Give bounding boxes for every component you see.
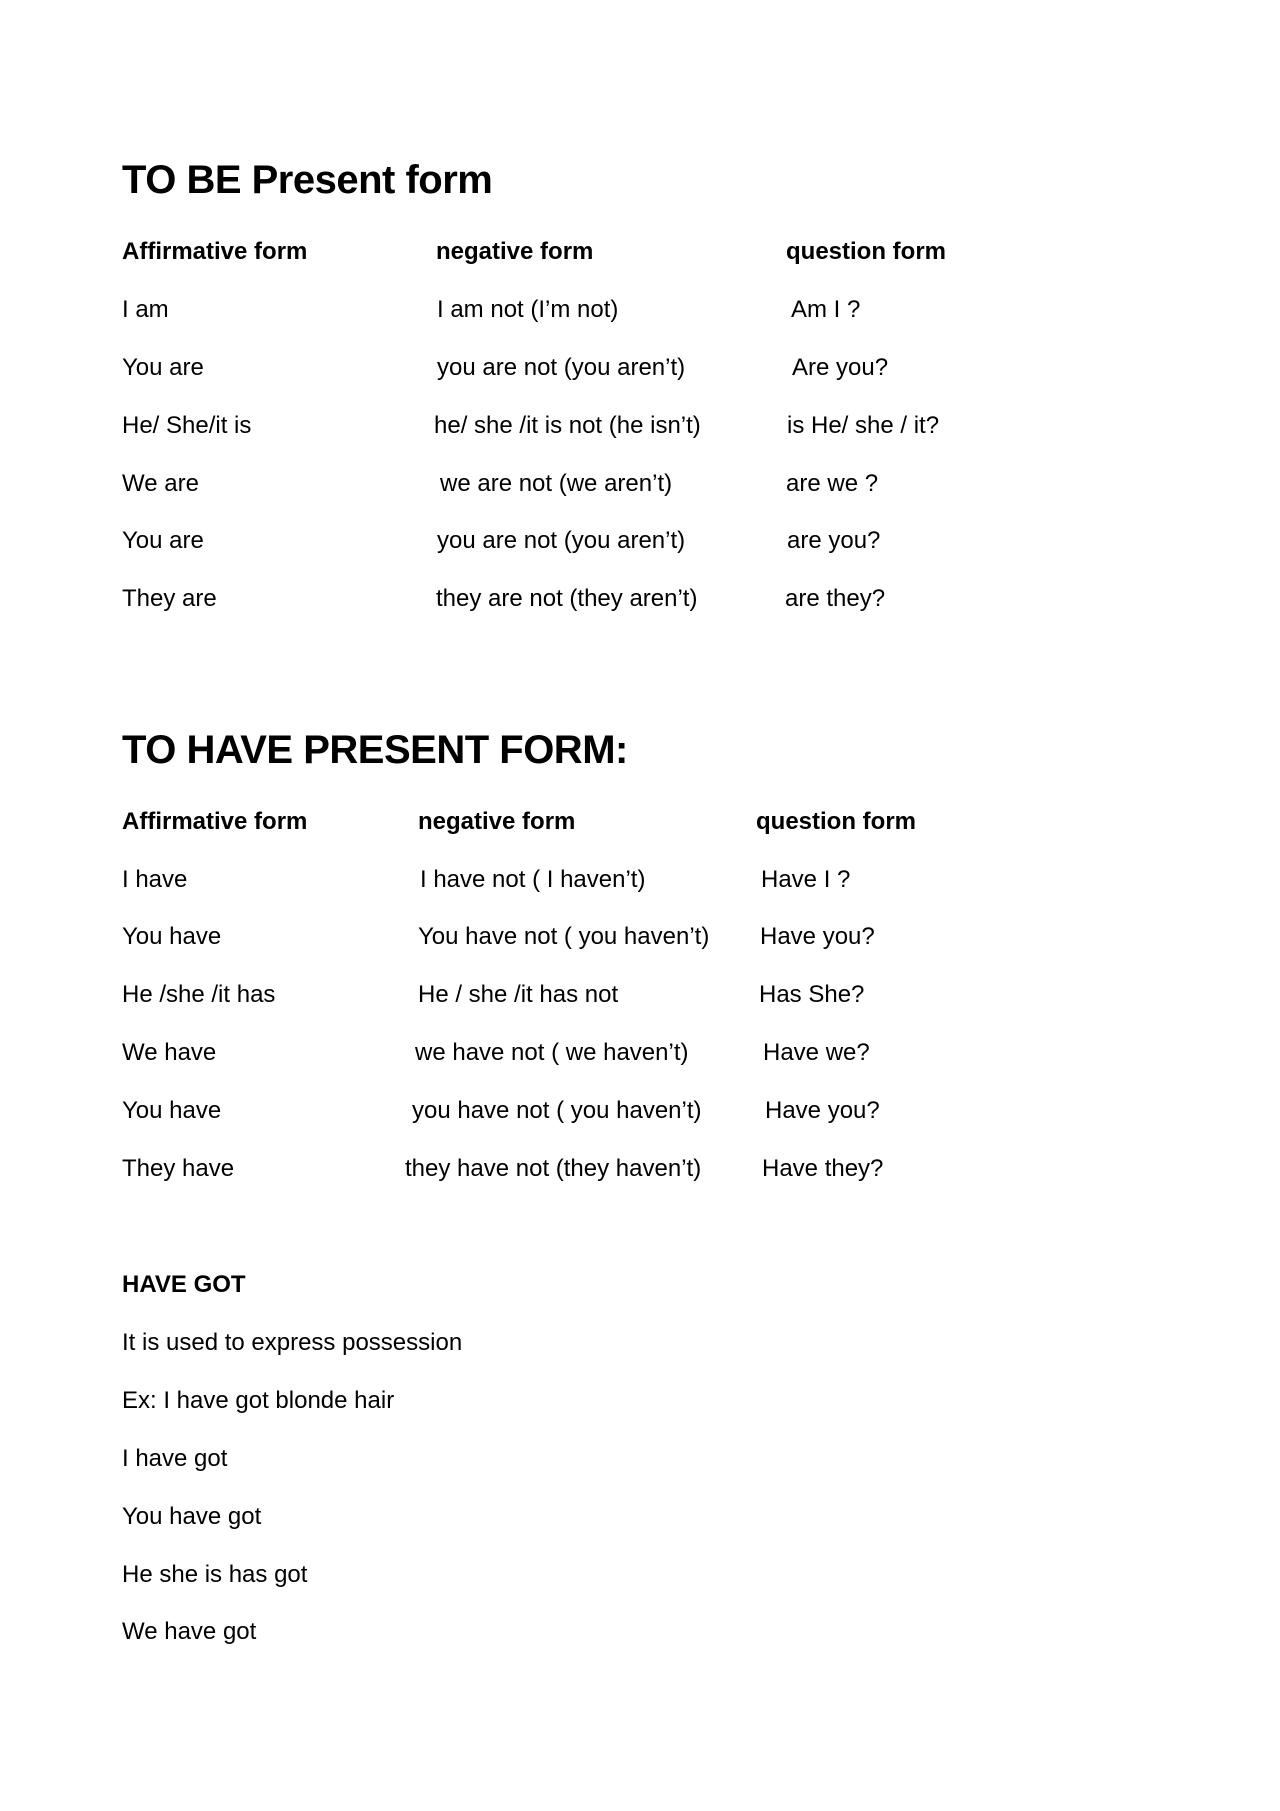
be-row-5-question: are you? <box>787 527 881 554</box>
be-row-6-negative: they are not (they aren’t) <box>436 585 698 612</box>
have-got-line-1: It is used to express possession <box>122 1329 463 1356</box>
be-row-1-negative: I am not (I’m not) <box>437 296 619 323</box>
have-got-line-2: Ex: I have got blonde hair <box>122 1387 395 1414</box>
be-row-3-negative: he/ she /it is not (he isn’t) <box>434 412 701 439</box>
have-row-3-affirmative: He /she /it has <box>122 981 276 1008</box>
have-row-4-negative: we have not ( we haven’t) <box>415 1039 689 1066</box>
have-row-3-negative: He / she /it has not <box>418 981 619 1008</box>
be-header-affirmative: Affirmative form <box>122 238 308 265</box>
be-row-3-affirmative: He/ She/it is <box>122 412 252 439</box>
have-got-line-3: I have got <box>122 1445 228 1472</box>
be-row-1-affirmative: I am <box>122 296 169 323</box>
have-got-line-4: You have got <box>122 1503 262 1530</box>
have-row-5-negative: you have not ( you haven’t) <box>412 1097 702 1124</box>
have-header-question: question form <box>756 808 916 835</box>
be-row-2-negative: you are not (you aren’t) <box>437 354 686 381</box>
be-row-4-question: are we ? <box>786 470 879 497</box>
have-got-line-5: He she is has got <box>122 1561 308 1588</box>
have-got-line-6: We have got <box>122 1618 257 1645</box>
have-row-1-affirmative: I have <box>122 866 188 893</box>
have-row-1-negative: I have not ( I haven’t) <box>420 866 646 893</box>
have-row-4-question: Have we? <box>763 1039 870 1066</box>
to-be-heading: TO BE Present form <box>122 158 493 202</box>
be-row-6-affirmative: They are <box>122 585 217 612</box>
have-row-2-question: Have you? <box>760 923 875 950</box>
have-header-affirmative: Affirmative form <box>122 808 308 835</box>
be-header-negative: negative form <box>436 238 594 265</box>
be-row-2-affirmative: You are <box>122 354 204 381</box>
be-row-1-question: Am I ? <box>791 296 861 323</box>
have-row-3-question: Has She? <box>759 981 865 1008</box>
to-have-heading: TO HAVE PRESENT FORM: <box>122 728 628 772</box>
be-header-question: question form <box>786 238 946 265</box>
have-row-5-question: Have you? <box>765 1097 880 1124</box>
be-row-6-question: are they? <box>785 585 886 612</box>
have-row-6-negative: they have not (they haven’t) <box>405 1155 702 1182</box>
have-row-6-question: Have they? <box>762 1155 884 1182</box>
have-header-negative: negative form <box>418 808 576 835</box>
be-row-4-affirmative: We are <box>122 470 199 497</box>
have-row-2-negative: You have not ( you haven’t) <box>418 923 710 950</box>
be-row-5-negative: you are not (you aren’t) <box>437 527 686 554</box>
have-row-2-affirmative: You have <box>122 923 222 950</box>
be-row-5-affirmative: You are <box>122 527 204 554</box>
be-row-2-question: Are you? <box>792 354 889 381</box>
have-row-6-affirmative: They have <box>122 1155 235 1182</box>
have-row-5-affirmative: You have <box>122 1097 222 1124</box>
have-row-1-question: Have I ? <box>761 866 851 893</box>
be-row-4-negative: we are not (we aren’t) <box>440 470 673 497</box>
have-row-4-affirmative: We have <box>122 1039 217 1066</box>
be-row-3-question: is He/ she / it? <box>787 412 940 439</box>
have-got-heading: HAVE GOT <box>122 1271 246 1298</box>
